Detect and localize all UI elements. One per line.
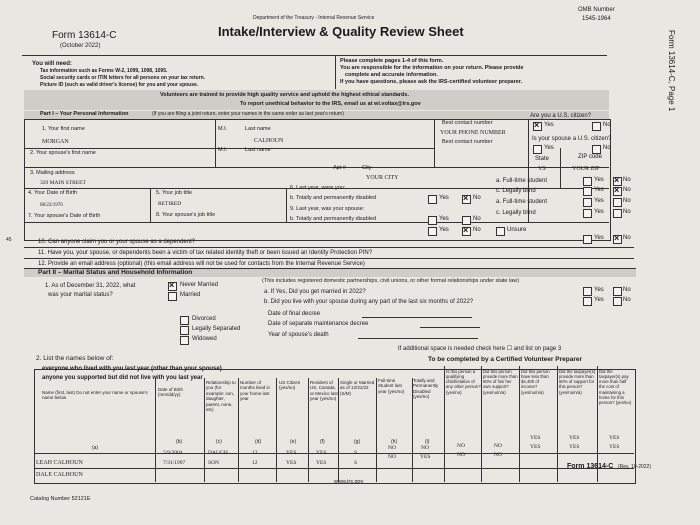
q11-no-checkbox[interactable] [613,235,622,244]
q9a-no-checkbox[interactable] [613,198,622,207]
address-value[interactable]: 320 MAIN STREET [40,180,86,186]
q1b-no-checkbox[interactable] [613,297,622,306]
instruction: complete and accurate information. [345,72,438,78]
q9c-yes-checkbox[interactable] [583,209,592,218]
table-cell[interactable]: YES [569,444,580,450]
q6c-yes-checkbox[interactable] [583,187,592,196]
col-rule [444,366,445,482]
unsure-label: Unsure [507,227,527,233]
col-header-own-support: Did this person provide more than 50% of his/ her own support? (yes/no/n/a) [483,369,518,395]
job-value[interactable]: RETIRED [158,201,182,207]
col-rule [519,366,520,482]
q6a-yes-checkbox[interactable] [583,177,592,186]
table-cell-name[interactable]: LEAH CALHOUN [36,460,83,466]
city-label: City [362,165,372,171]
col-rule [560,148,561,188]
col-header-disabled: Totally and Permanently Disabled (yes/no) [413,378,439,400]
yes-label: Yes [439,195,449,201]
part1-heading-note: (If you are filing a joint return, enter your names in the same order as last year's return) [152,111,344,117]
q9-label: 9. Last year, was your spouse: [290,206,365,212]
yes-label: Yes [594,177,604,183]
part1-heading: Part I – Your Personal Information [40,111,129,117]
q12-label: 12. Provide an email address (optional) (this email address will not be used for contacts from the Internal Revenue Service) [38,261,365,267]
col-rule [204,378,205,482]
col-rule [557,366,558,482]
table-cell[interactable]: YES [609,435,620,441]
no-label: No [623,187,631,193]
q11-yes-checkbox[interactable] [583,235,592,244]
dob-value[interactable]: 08/23/1976 [40,203,63,208]
q1b-yes-checkbox[interactable] [583,297,592,306]
omb-number: 1545-1964 [582,16,611,22]
table-cell[interactable]: NO [494,452,502,458]
q9c-no-checkbox[interactable] [613,209,622,218]
spouse-citizen-question: Is your spouse a U.S. citizen? [532,136,612,142]
q2-item: everyone who lived with you last year (other than your spouse) [42,366,222,372]
us-citizen-yes-checkbox[interactable] [533,122,542,131]
row-rule [24,148,434,149]
row-rule [24,247,634,248]
mi-label: M.I. [218,126,228,132]
legally-separated-label: Legally Separated [192,326,241,332]
col-rule [155,378,156,482]
table-cell[interactable]: YES [569,435,580,441]
never-married-label: Never Married [180,282,219,288]
q1a-label: a. If Yes, Did you get married in 2022? [264,289,366,295]
need-item: Picture ID (such as valid driver's license) for you and your spouse. [40,82,199,88]
table-cell[interactable]: 12 [252,460,258,466]
additional-space-note: If additional space is needed check here ☐ and list on page 3 [398,346,562,352]
col-rule [528,119,529,222]
divorced-checkbox[interactable] [180,316,189,325]
no-label: No [623,235,631,241]
col-letter: (e) [290,439,297,445]
divorced-label: Divorced [192,316,216,322]
table-cell[interactable]: S [354,460,358,466]
col-rule [238,378,239,482]
married-label: Married [180,292,201,298]
col-header-student: Full-time Student last year (yes/no) [378,378,405,394]
form-date: (October 2022) [60,43,101,49]
need-item: Tax information such as Forms W-2, 1099, 1098, 1095. [40,68,168,74]
q6b-no-checkbox[interactable] [462,195,471,204]
catalog-number: Catalog Number 52121E [30,496,91,502]
q9c-label: c. Legally blind [496,210,536,216]
col-letter: (c) [216,439,222,445]
table-cell[interactable]: 7/31/1997 [163,460,186,466]
last-name-value[interactable]: CALHOUN [254,138,284,144]
q6a-label: a. Full-time student [496,178,548,184]
table-cell[interactable]: YES [420,454,431,460]
q9b-label: b. Totally and permanently disabled [290,216,377,222]
us-citizen-question: Are you a U.S. citizen? [530,113,592,119]
marital-question-cont: was your marital status? [48,292,113,298]
col-header-months: Number of months lived in your home last year [240,380,271,402]
yes-label: Yes [594,235,604,241]
separation-date-label: Date of separate maintenance decree [268,321,369,327]
form-title: Intake/Interview & Quality Review Sheet [218,24,464,39]
col-rule [286,188,287,222]
q2-item: anyone you supported but did not live with you last year [42,375,203,381]
yes-label: Yes [544,145,554,151]
col-rule [308,378,309,482]
col-rule [215,119,216,167]
no-label: No [603,145,611,151]
col-header-taxpayer-support: Did the taxpayer(s) provide more than 50% of support for this person? (yes/no/n/a) [559,369,596,395]
q10-unsure-checkbox[interactable] [496,227,505,236]
col-letter: (i) [425,439,430,445]
final-decree-label: Date of final decree [268,311,321,317]
legally-separated-checkbox[interactable] [180,326,189,335]
dob-label: 4. Your Date of Birth [28,190,78,196]
q6b-yes-checkbox[interactable] [428,195,437,204]
yes-label: Yes [439,227,449,233]
first-name-value[interactable]: MORGAN [42,139,69,145]
zip-value[interactable]: YOUR ZIP [572,166,600,172]
col-rule [481,366,482,482]
website: www.irs.gov [334,479,364,485]
marital-question: 1. As of December 31, 2022, what [45,283,136,289]
q1a-no-checkbox[interactable] [613,287,622,296]
col-header-dob: Date of Birth (mm/dd/yy) [158,387,184,397]
yes-label: Yes [544,122,554,128]
widowed-label: Widowed [192,336,217,342]
table-cell[interactable]: NO [494,443,502,449]
col-rule [338,378,339,482]
row-rule [34,468,634,469]
row-rule [24,167,609,168]
best-contact-label: Best contact number [442,139,493,145]
state-label: State [535,156,550,162]
table-cell[interactable]: 12 [252,450,258,456]
q6c-no-checkbox[interactable] [613,187,622,196]
instruction: You are responsible for the information on your return. Please provide [340,65,524,71]
table-cell[interactable]: NO [388,445,396,451]
col-header-marital: Single or Married as of 12/31/22 (S/M) [340,380,375,396]
q1b-label: b. Did you live with your spouse during any part of the last six months of 2022? [264,299,474,305]
no-label: No [473,227,481,233]
no-label: No [623,198,631,204]
table-cell[interactable]: NO [457,452,465,458]
department: Department of the Treasury - Internal Revenue Service [253,15,375,21]
need-item: Social security cards or ITIN letters for all persons on your tax return. [40,75,206,81]
widowed-checkbox[interactable] [180,336,189,345]
yes-label: Yes [594,297,604,303]
instruction: Please complete pages 1-4 of this form. [340,58,444,64]
preparer-heading: To be completed by a Certified Volunteer Preparer [428,356,582,363]
table-cell[interactable]: SON [208,460,220,466]
col-header-home-cost: Did the taxpayer(s) pay more than half the cost of maintaining a home for this person? (yes/no) [599,369,632,405]
table-cell[interactable]: YES [530,435,541,441]
col-letter: (d) [255,439,262,445]
last-name-label: Last name [245,147,271,153]
input-line[interactable] [358,338,478,339]
col-header-resident: Resident of US, Canada, or Mexico last year (yes/no) [310,380,338,402]
table-cell[interactable]: YES [316,450,327,456]
best-contact-value[interactable]: YOUR PHONE NUMBER [440,130,506,136]
footer-form: Form 13614-C [567,463,614,470]
q6b-label: b. Totally and permanently disabled [290,195,377,201]
col-letter: (h) [391,439,398,445]
job-label: 5. Your job title [156,190,193,196]
q10-no-checkbox[interactable] [462,227,471,236]
no-label: No [473,216,481,222]
table-cell[interactable]: YES [286,460,297,466]
city-value[interactable]: YOUR CITY [366,175,399,181]
q9a-label: a. Full-time student [496,199,548,205]
spouse-first-label: 2. Your spouse's first name [30,150,96,156]
no-label: No [623,287,631,293]
margin-number: 45 [6,237,12,243]
yes-label: Yes [594,187,604,193]
footer-rev: (Rev. 10-2022) [618,464,651,470]
col-rule [276,378,277,482]
mi-label: M.I. [218,147,228,153]
last-name-label: Last name [245,126,271,132]
address-label: 3. Mailing address [30,170,75,176]
col-rule [434,119,435,167]
divider [335,56,336,89]
married-checkbox[interactable] [168,292,177,301]
row-rule [24,258,634,259]
no-label: No [473,195,481,201]
q10-label: 10. Can anyone claim you or your spouse as a dependent? [38,239,196,245]
q1a-yes-checkbox[interactable] [583,287,592,296]
spouse-job-label: 8. Your spouse's job title [156,212,216,218]
table-cell[interactable]: 5/9/2004 [163,450,183,456]
col-rule [376,378,377,482]
q6c-label: c. Legally blind [496,188,536,194]
col-letter: (b) [176,439,183,445]
first-name-label: 1. Your first name [42,126,85,132]
no-label: No [623,209,631,215]
you-will-need: You will need: [32,61,72,67]
col-header-qualifying: Is this person a qualifying child/relative of any other person? (yes/no) [446,369,481,395]
q9b-yes-checkbox[interactable] [428,216,437,225]
input-line[interactable] [420,327,480,328]
col-header-name: Name (first, last) Do not enter your name or spouse's name below [42,390,148,400]
no-label: No [623,177,631,183]
no-label: No [623,297,631,303]
header-rule [22,55,607,56]
best-contact-label: Best contact number [442,120,493,126]
table-cell[interactable]: NO [388,454,396,460]
death-date-label: Year of spouse's death [268,332,329,338]
q11-label: 11. Have you, your spouse, or dependents been a victim of tax related identity theft or been issued an Identity Protection PIN? [38,250,373,256]
col-letter: (a) [92,445,99,451]
col-header-citizen: US Citizen (yes/no) [279,380,301,391]
q9a-yes-checkbox[interactable] [583,198,592,207]
table-cell-name[interactable]: DALE CALHOUN [36,472,83,478]
spouse-citizen-yes-checkbox[interactable] [533,145,542,154]
volunteer-email: To report unethical behavior to the IRS, email us at wi.voltax@irs.gov [240,101,421,107]
input-line[interactable] [362,317,472,318]
col-header-income: Did this person have less than $4,400 of income? (yes/no/n/a) [521,369,550,395]
zip-label: ZIP code [578,154,602,160]
table-cell[interactable]: NO [421,445,429,451]
col-letter: (f) [320,439,325,445]
yes-label: Yes [594,198,604,204]
never-married-checkbox[interactable] [168,282,177,291]
table-cell[interactable]: NO [457,443,465,449]
col-rule [150,188,151,222]
volunteer-note: Volunteers are trained to provide high quality service and uphold the highest ethical standards. [160,92,409,98]
us-citizen-no-checkbox[interactable] [592,122,601,131]
apt-label: Apt # [333,165,346,171]
q9b-no-checkbox[interactable] [462,216,471,225]
form-number: Form 13614-C [52,30,117,41]
q2-label: 2. List the names below of: [36,355,114,362]
relationship-note: (This includes registered domestic partnerships, civil unions, or other formal relationships under state law) [262,278,520,284]
no-label: No [603,122,611,128]
instruction: If you have questions, please ask the IRS-certified volunteer preparer. [340,79,523,85]
row-rule [34,453,634,454]
part2-heading: Part II – Marital Status and Household Information [38,269,193,276]
col-header-relationship: Relationship to you (for example: son, daughter, parent, none, etc) [206,380,236,412]
col-letter: (g) [354,439,361,445]
table-cell[interactable]: S [354,450,358,456]
yes-label: Yes [594,287,604,293]
spouse-citizen-no-checkbox[interactable] [592,145,601,154]
q10-yes-checkbox[interactable] [428,227,437,236]
table-cell[interactable]: YES [316,460,327,466]
spouse-dob-label: 7. Your spouse's Date of Birth [28,213,101,219]
state-value[interactable]: YS [538,166,546,172]
omb-label: OMB Number [578,7,615,13]
q6-label: 6. Last year, were you: [290,185,346,191]
table-cell[interactable]: DAUGH [208,450,228,456]
yes-label: Yes [439,216,449,222]
table-cell[interactable]: YES [609,444,620,450]
table-cell[interactable]: YES [530,444,541,450]
side-page-label: Form 13614-C, Page 1 [667,30,676,112]
table-cell[interactable]: YES [286,450,297,456]
yes-label: Yes [594,209,604,215]
